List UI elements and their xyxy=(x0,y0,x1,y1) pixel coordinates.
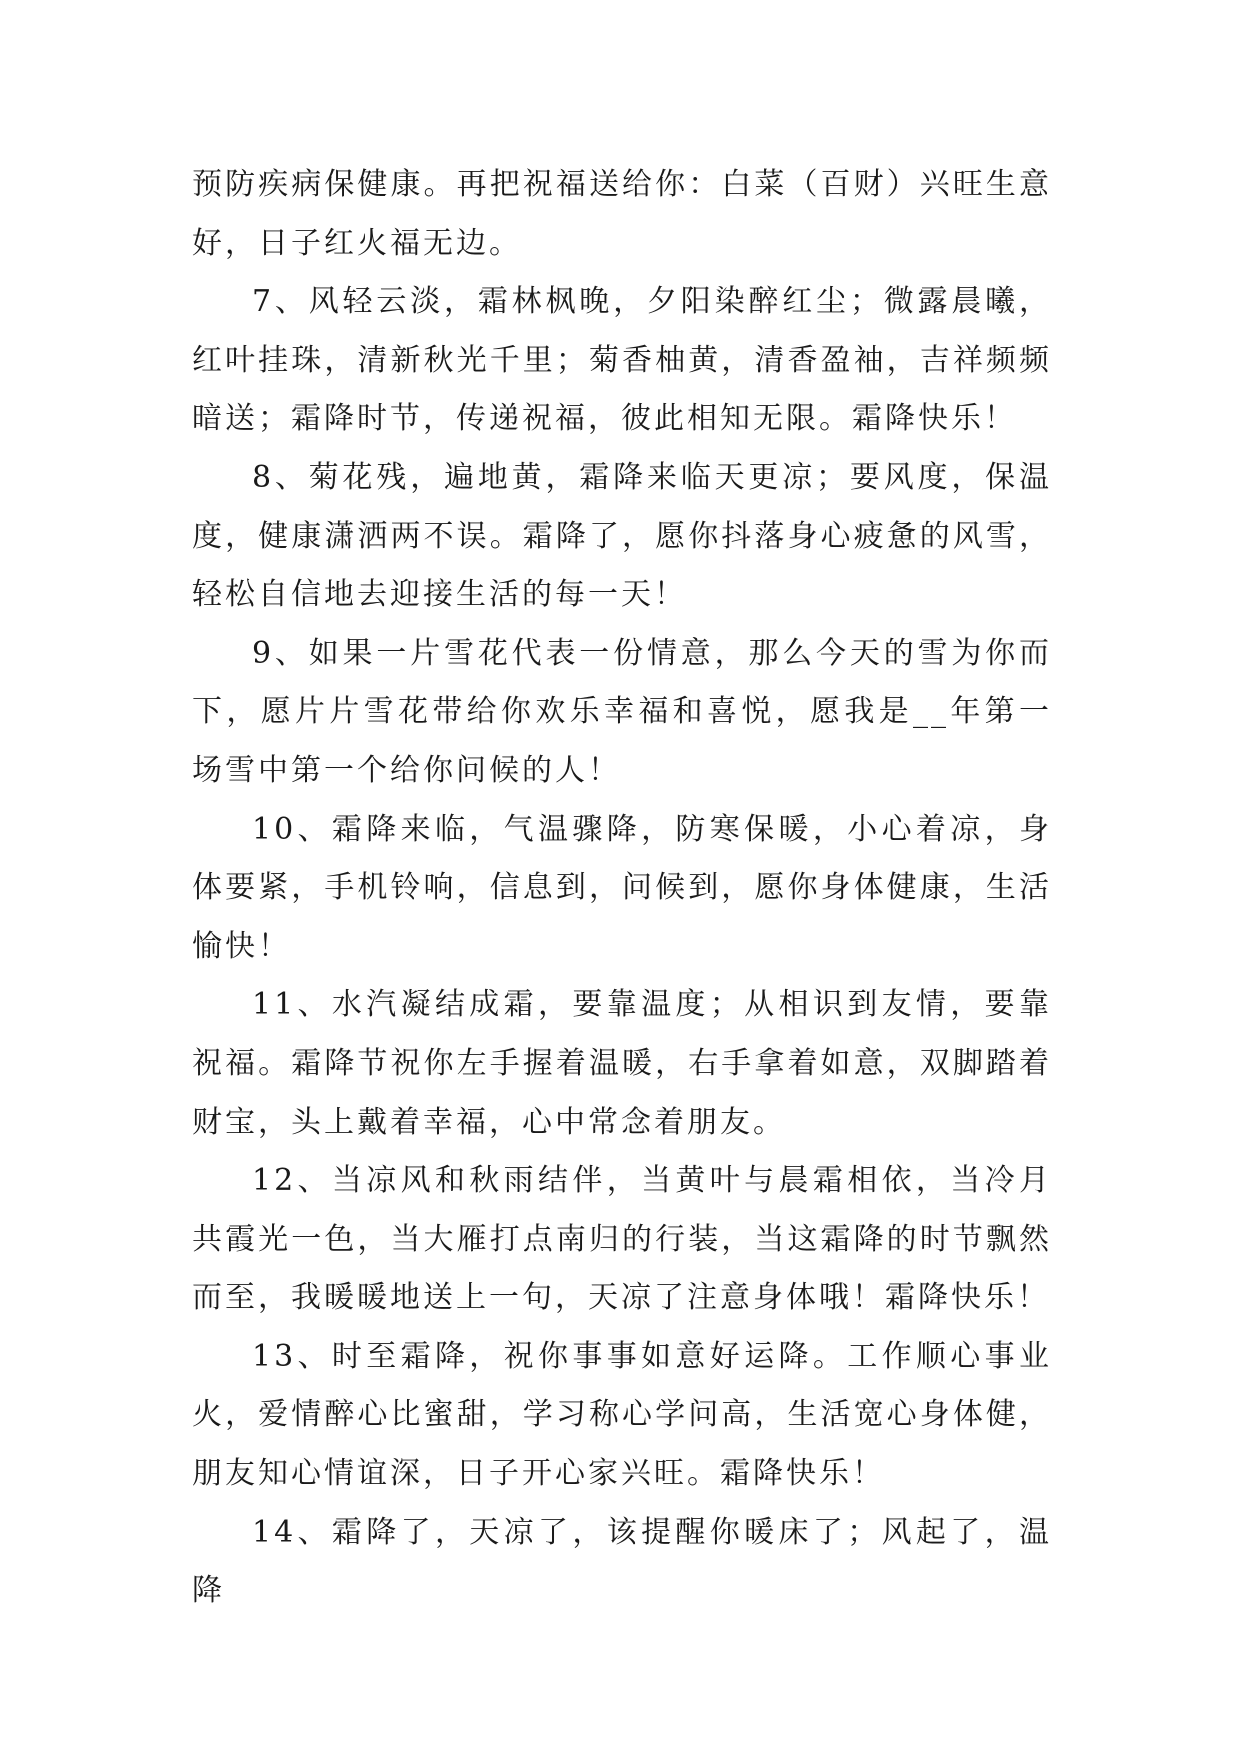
paragraph-item-14: 14、霜降了，天凉了，该提醒你暖床了；风起了，温降 xyxy=(192,1514,1052,1609)
paragraph-item-7: 7、风轻云淡，霜林枫晚，夕阳染醉红尘；微露晨曦，红叶挂珠，清新秋光千里；菊香柚黄，清香盈袖，吉祥频频暗送；霜降时节，传递祝福，彼此相知无限。霜降快乐！ xyxy=(192,284,1052,437)
paragraph-item-12: 12、当凉风和秋雨结伴，当黄叶与晨霜相依，当冷月共霞光一色，当大雁打点南归的行装，当这霜降的时节飘然而至，我暖暖地送上一句，天凉了注意身体哦！霜降快乐！ xyxy=(192,1163,1052,1316)
paragraph-continuation: 预防疾病保健康。再把祝福送给你：白菜（百财）兴旺生意好，日子红火福无边。 xyxy=(192,167,1052,261)
document-body xyxy=(192,156,1052,1621)
paragraph-item-13: 13、时至霜降，祝你事事如意好运降。工作顺心事业火，爱情醉心比蜜甜，学习称心学问高，生活宽心身体健，朋友知心情谊深，日子开心家兴旺。霜降快乐！ xyxy=(192,1338,1052,1492)
paragraph-item-11: 11、水汽凝结成霜，要靠温度；从相识到友情，要靠祝福。霜降节祝你左手握着温暖，右手拿着如意，双脚踏着财宝，头上戴着幸福，心中常念着朋友。 xyxy=(192,987,1052,1140)
paragraph-item-8: 8、菊花残，遍地黄，霜降来临天更凉；要风度，保温度，健康潇洒两不误。霜降了，愿你抖落身心疲惫的风雪，轻松自信地去迎接生活的每一天！ xyxy=(192,459,1052,613)
paragraph-item-10: 10、霜降来临，气温骤降，防寒保暖，小心着凉，身体要紧，手机铃响，信息到，问候到，愿你身体健康，生活愉快！ xyxy=(192,811,1052,964)
paragraph-item-9: 9、如果一片雪花代表一份情意，那么今天的雪为你而下，愿片片雪花带给你欢乐幸福和喜悦，愿我是__年第一场雪中第一个给你问候的人！ xyxy=(192,635,1052,788)
